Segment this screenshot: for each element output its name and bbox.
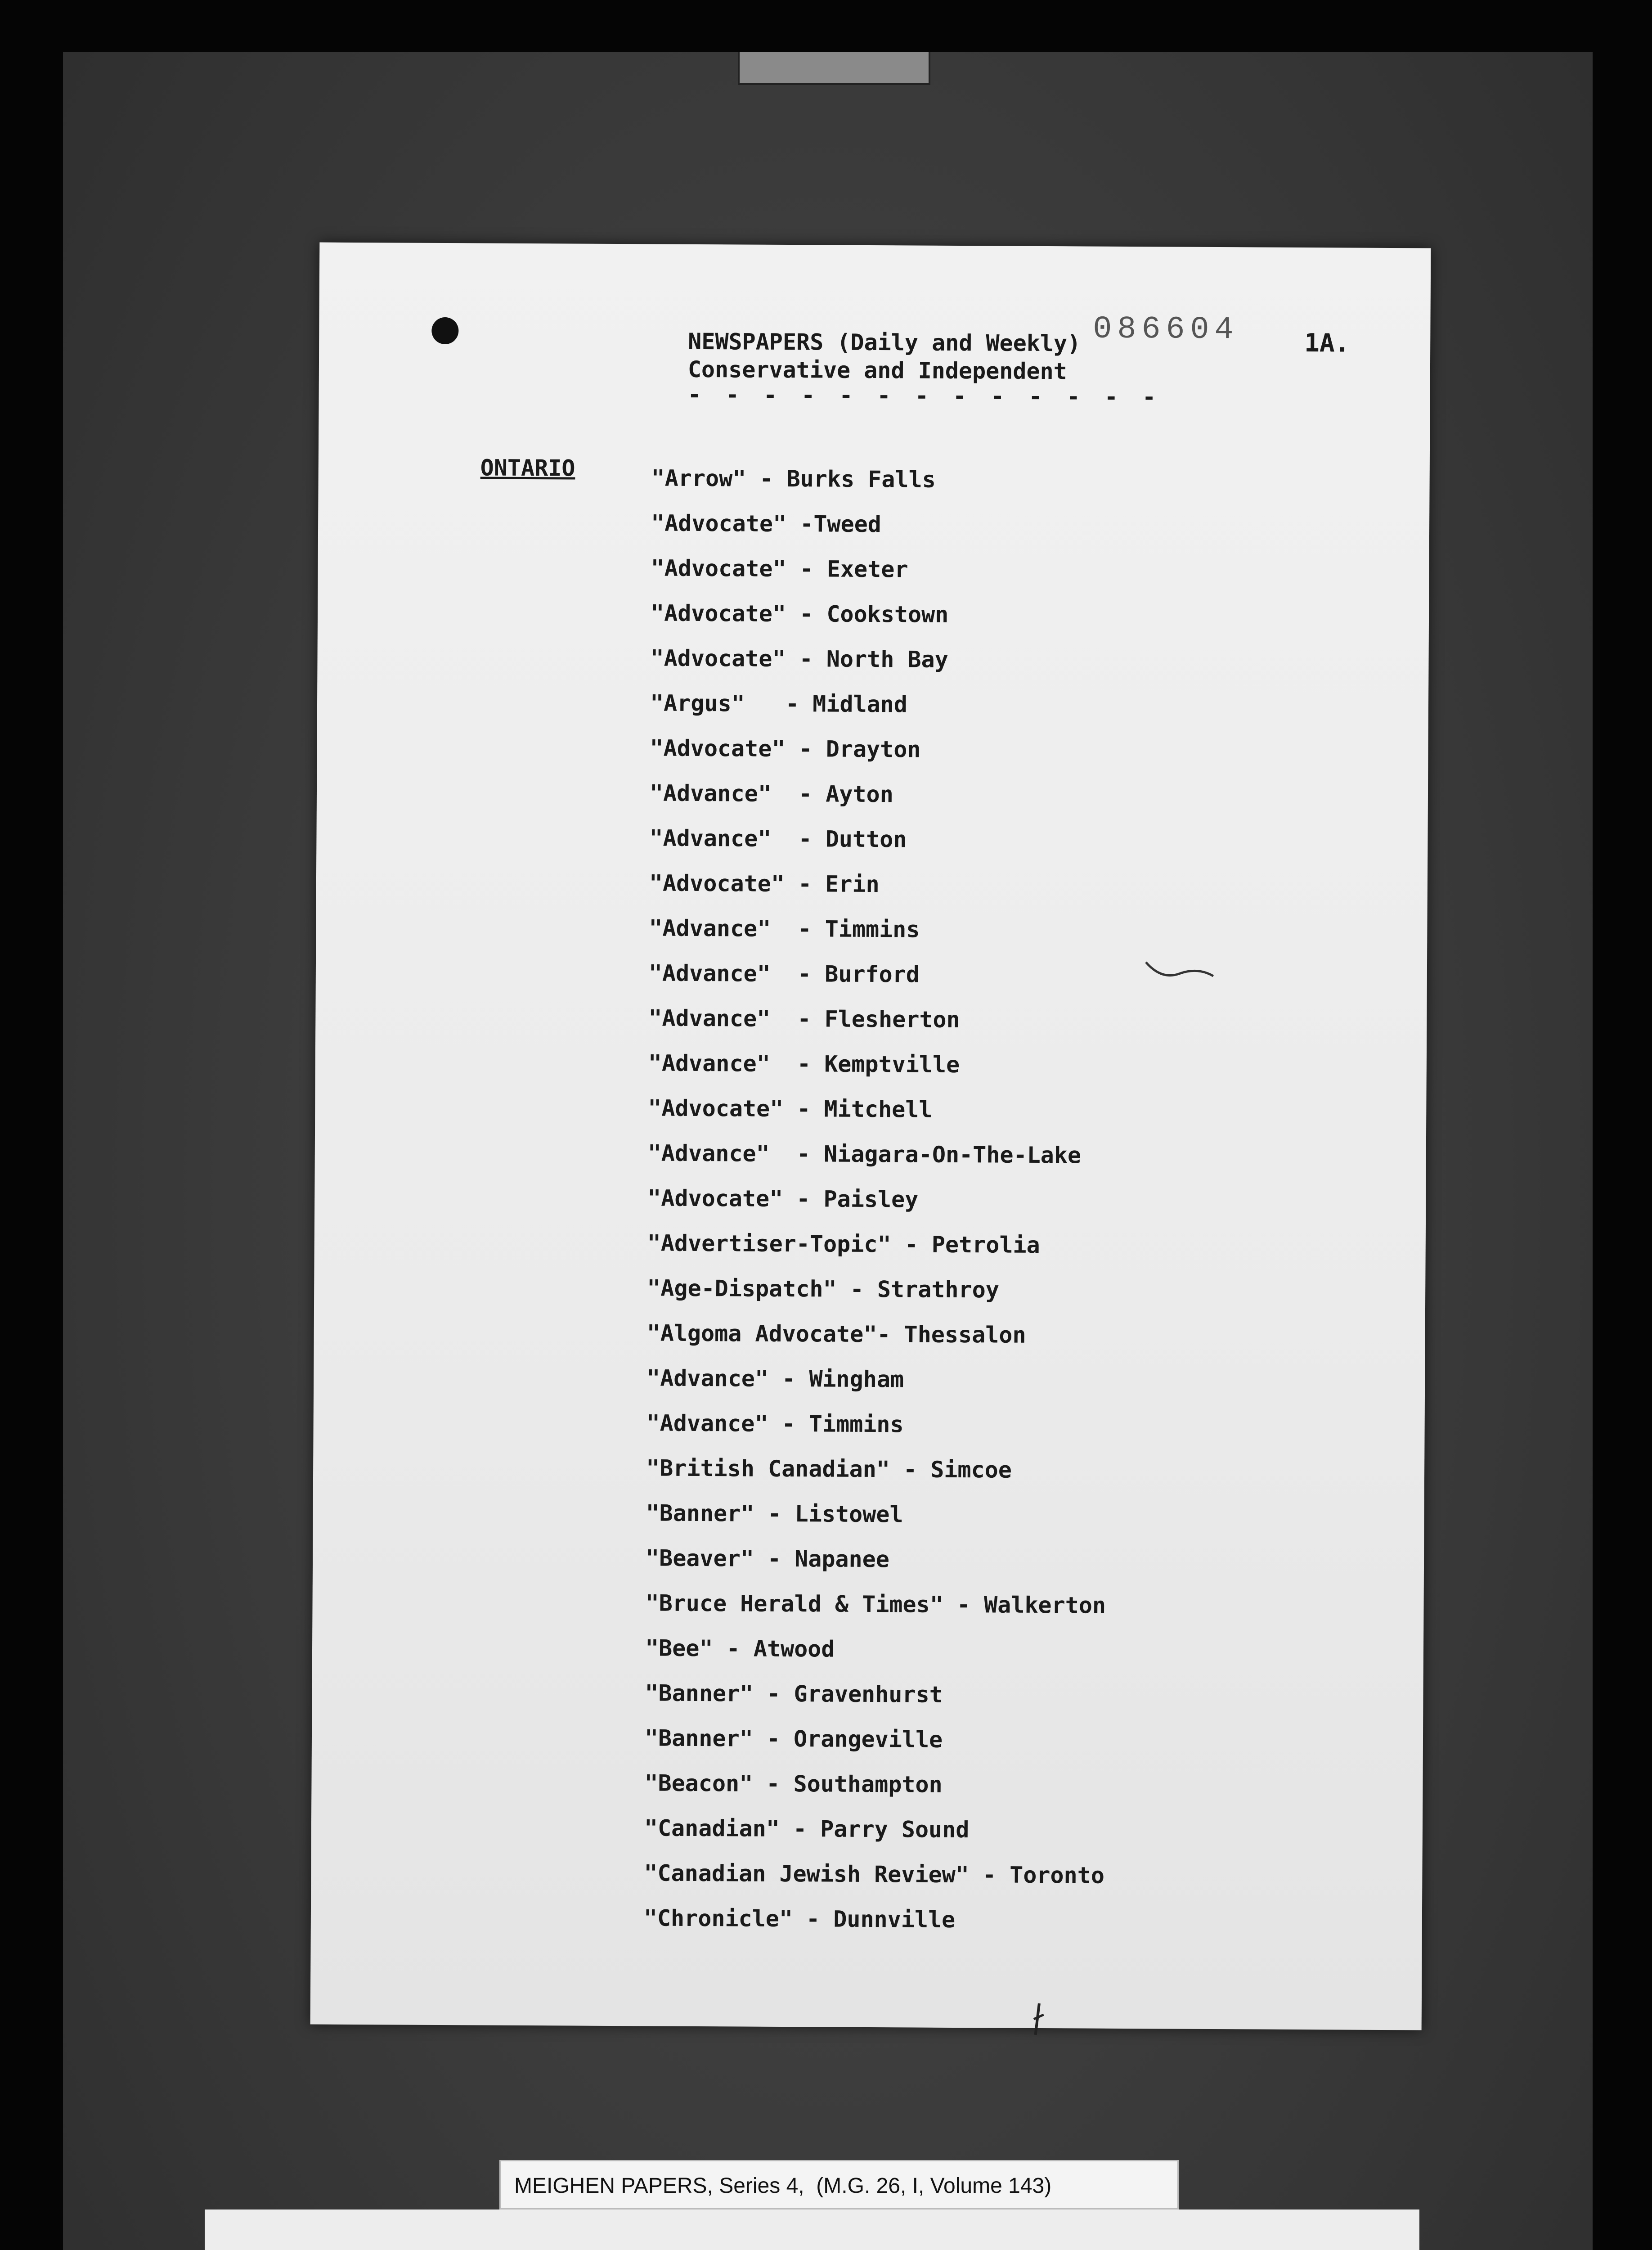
archive-card [205, 2210, 1419, 2250]
list-item: "Advance" - Dutton [649, 825, 907, 853]
list-item: "Age-Dispatch" - Strathroy [647, 1275, 1000, 1303]
list-item: "Advocate" - Erin [649, 870, 880, 898]
header-subtitle: Conservative and Independent [687, 356, 1067, 385]
list-item: "Canadian" - Parry Sound [644, 1815, 970, 1843]
list-item: "Argus" - Midland [650, 690, 908, 718]
list-item: "Advocate" -Tweed [651, 510, 882, 538]
list-item: "Banner" - Orangeville [644, 1725, 943, 1753]
list-item: "Advocate" - Exeter [651, 555, 908, 583]
document-page [310, 243, 1431, 2030]
list-item: "Canadian Jewish Review" - Toronto [644, 1860, 1105, 1889]
list-item: "Advance" - Kemptville [648, 1050, 960, 1078]
list-item: "Banner" - Gravenhurst [645, 1680, 943, 1708]
list-item: "Bee" - Atwood [645, 1635, 835, 1662]
list-item: "Beaver" - Napanee [645, 1545, 890, 1573]
collection-reference-label: MEIGHEN PAPERS, Series 4, (M.G. 26, I, Volume 143) [499, 2160, 1179, 2210]
list-item: "Advocate" - Drayton [650, 735, 921, 763]
list-item: "Advertiser-Topic" - Petrolia [647, 1230, 1040, 1258]
list-item: "Advance" - Timmins [649, 915, 920, 943]
list-item: "Chronicle" - Dunnville [643, 1905, 956, 1933]
list-item: "Advance" - Ayton [649, 780, 893, 808]
province-heading: ONTARIO [480, 454, 575, 482]
list-item: "Bruce Herald & Times" - Walkerton [645, 1590, 1106, 1619]
header-title: NEWSPAPERS (Daily and Weekly) [688, 328, 1081, 357]
list-item: "Algoma Advocate"- Thessalon [646, 1320, 1026, 1348]
document-header [688, 328, 1081, 386]
list-item: "Advance" - Wingham [646, 1365, 904, 1393]
document-number: 086604 [1093, 311, 1239, 348]
list-item: "Advocate" - Cookstown [650, 600, 949, 628]
list-item: "Arrow" - Burks Falls [651, 465, 936, 493]
punch-hole [431, 317, 458, 344]
page-clip [738, 52, 930, 85]
list-item: "Advocate" - North Bay [650, 645, 948, 673]
newspaper-list [644, 455, 1112, 1943]
list-item: "Advance" - Niagara-On-The-Lake [647, 1140, 1082, 1169]
list-item: "Advance" - Burford [648, 960, 920, 988]
list-item: "Advocate" - Mitchell [648, 1095, 933, 1123]
page-number: 1A. [1304, 328, 1350, 358]
pencil-mark [1144, 958, 1216, 985]
list-item: "Banner" - Listowel [646, 1500, 903, 1528]
list-item: "Advance" - Flesherton [648, 1005, 960, 1033]
list-item: "British Canadian" - Simcoe [646, 1455, 1012, 1483]
list-item: "Beacon" - Southampton [644, 1770, 943, 1798]
tick-mark [1030, 2001, 1048, 2037]
list-item: "Advance" - Timmins [646, 1410, 904, 1438]
list-item: "Advocate" - Paisley [647, 1185, 919, 1213]
header-underline: - - - - - - - - - - - - - [687, 381, 1162, 410]
